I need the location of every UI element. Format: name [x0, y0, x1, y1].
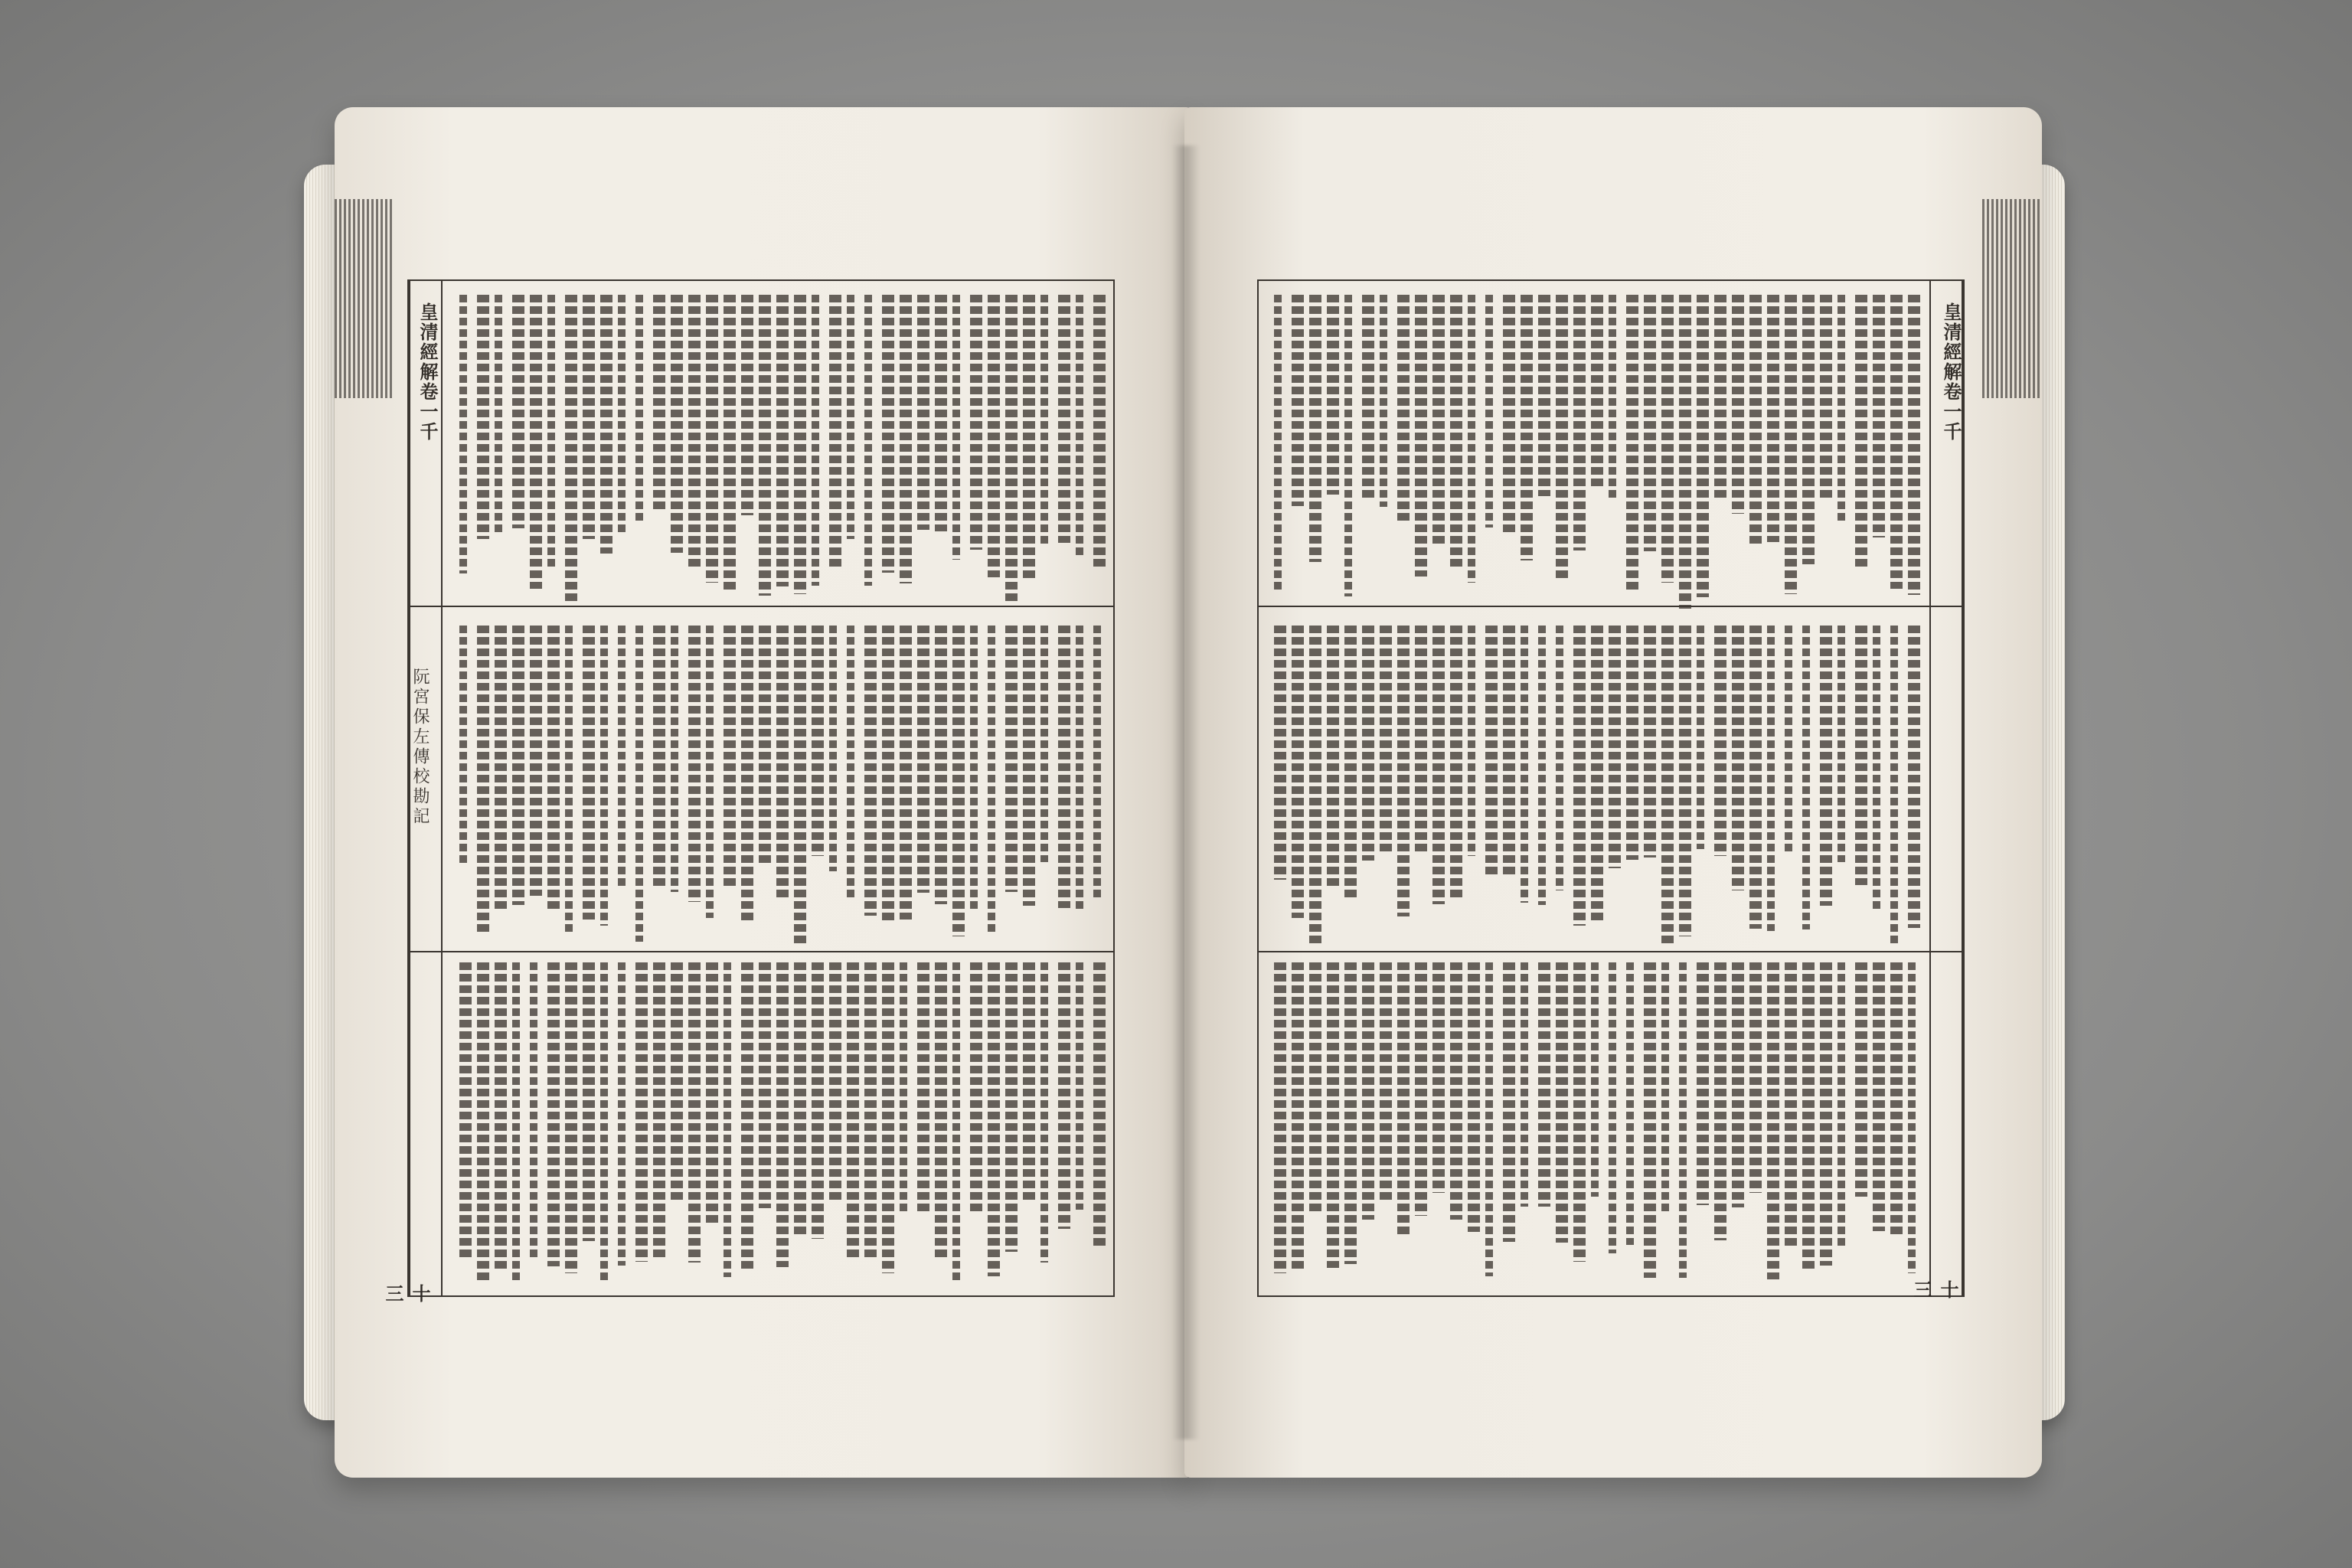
- text-column: [1873, 295, 1885, 537]
- text-column: [794, 962, 806, 1234]
- text-column: [1521, 962, 1528, 1207]
- text-column: [1749, 295, 1762, 547]
- text-column: [565, 626, 573, 933]
- open-book: [310, 92, 2056, 1516]
- text-column: [1432, 962, 1445, 1193]
- text-column: [935, 626, 947, 904]
- text-column: [1556, 295, 1568, 578]
- text-column: [1591, 962, 1599, 1197]
- text-column: [882, 626, 894, 924]
- text-column: [829, 295, 841, 569]
- text-column: [1503, 295, 1515, 534]
- text-column: [1820, 626, 1832, 906]
- text-column: [812, 295, 819, 586]
- text-column: [1749, 626, 1762, 929]
- text-column: [671, 626, 678, 892]
- text-column: [1573, 626, 1586, 926]
- text-column: [1626, 626, 1638, 860]
- text-column: [1380, 295, 1387, 507]
- text-column: [1767, 295, 1779, 542]
- text-column: [1362, 962, 1374, 1220]
- text-column: [1626, 295, 1638, 593]
- text-column: [988, 295, 1000, 577]
- text-column: [1908, 962, 1916, 1273]
- text-column: [759, 962, 771, 1208]
- right-text-block-top: [1268, 295, 1919, 616]
- text-column: [1714, 962, 1726, 1240]
- text-column: [1697, 295, 1709, 597]
- text-column: [900, 626, 912, 920]
- text-column: [1644, 962, 1656, 1278]
- left-folio: 十三: [382, 1284, 431, 1302]
- text-column: [1023, 626, 1035, 906]
- text-column: [1521, 295, 1533, 560]
- text-column: [1626, 962, 1634, 1245]
- text-column: [530, 626, 542, 896]
- text-column: [1093, 295, 1106, 567]
- text-column: [970, 962, 982, 1213]
- text-column: [459, 295, 467, 573]
- text-column: [1556, 962, 1568, 1243]
- text-column: [1855, 295, 1867, 567]
- text-column: [1890, 295, 1903, 589]
- right-lower-divider: [1259, 951, 1963, 952]
- text-column: [882, 295, 894, 573]
- text-column: [1820, 295, 1832, 500]
- text-column: [900, 295, 912, 583]
- text-column: [1432, 295, 1445, 545]
- left-text-block-middle: [453, 626, 1104, 947]
- text-column: [600, 962, 608, 1281]
- text-column: [1292, 626, 1304, 918]
- text-column: [706, 962, 718, 1224]
- text-column: [1040, 626, 1048, 862]
- left-text-block-bottom: [453, 962, 1104, 1284]
- text-column: [1820, 962, 1832, 1266]
- text-column: [1485, 626, 1498, 877]
- text-column: [688, 626, 701, 902]
- text-column: [1327, 295, 1339, 495]
- text-column: [970, 626, 978, 910]
- text-column: [864, 962, 877, 1259]
- text-column: [688, 295, 701, 568]
- text-column: [1362, 295, 1374, 501]
- text-column: [724, 962, 731, 1277]
- text-column: [1327, 626, 1339, 889]
- text-column: [1538, 626, 1546, 905]
- text-column: [1005, 626, 1018, 892]
- text-column: [1397, 626, 1410, 916]
- text-column: [530, 295, 542, 589]
- text-column: [477, 295, 489, 539]
- text-column: [988, 626, 995, 935]
- text-column: [1873, 626, 1880, 913]
- text-column: [1415, 962, 1427, 1216]
- text-column: [1785, 295, 1797, 594]
- text-column: [618, 295, 626, 534]
- text-column: [565, 295, 577, 604]
- text-column: [1908, 295, 1920, 595]
- text-column: [1679, 962, 1687, 1278]
- text-column: [1076, 295, 1083, 555]
- text-column: [1503, 626, 1515, 877]
- text-column: [1661, 626, 1674, 946]
- text-column: [724, 295, 736, 593]
- text-column: [1058, 295, 1070, 543]
- text-column: [1767, 962, 1779, 1279]
- text-column: [671, 962, 683, 1201]
- text-column: [1609, 626, 1621, 868]
- text-column: [1890, 626, 1898, 946]
- text-column: [1274, 295, 1282, 590]
- text-column: [1855, 626, 1867, 885]
- text-column: [688, 962, 701, 1263]
- text-column: [1450, 295, 1462, 569]
- text-column: [1274, 962, 1286, 1273]
- text-column: [653, 962, 665, 1258]
- text-column: [847, 962, 859, 1261]
- text-column: [812, 626, 824, 856]
- text-column: [1005, 295, 1018, 602]
- text-column: [1415, 626, 1427, 853]
- left-page: [335, 107, 1192, 1478]
- left-side-note: 阮宮保左傳校勘記: [410, 668, 430, 827]
- text-column: [1697, 962, 1709, 1205]
- text-column: [477, 626, 489, 933]
- text-column: [1697, 626, 1704, 849]
- text-column: [1292, 295, 1304, 506]
- text-column: [1838, 295, 1845, 524]
- text-column: [1005, 962, 1018, 1252]
- text-column: [1040, 962, 1048, 1263]
- text-column: [829, 962, 841, 1200]
- text-column: [1485, 962, 1493, 1276]
- text-column: [1344, 626, 1357, 901]
- text-column: [847, 626, 854, 901]
- text-column: [1573, 962, 1586, 1262]
- text-column: [1093, 626, 1101, 901]
- text-column: [1292, 962, 1304, 1270]
- text-column: [1802, 626, 1810, 929]
- text-column: [1450, 962, 1462, 1220]
- text-column: [565, 962, 577, 1273]
- text-column: [917, 962, 929, 1213]
- right-running-title: 皇清經解卷一千: [1940, 302, 1962, 442]
- left-edge-ink-bleed: [335, 199, 394, 398]
- text-column: [759, 626, 771, 867]
- text-column: [952, 962, 960, 1284]
- text-column: [653, 295, 665, 513]
- text-column: [1309, 962, 1321, 1212]
- text-column: [512, 626, 524, 905]
- text-column: [653, 626, 665, 887]
- text-column: [600, 626, 608, 926]
- text-column: [1661, 962, 1669, 1211]
- text-column: [1058, 626, 1070, 908]
- text-column: [1644, 295, 1656, 551]
- text-column: [1679, 626, 1691, 936]
- text-column: [1380, 626, 1392, 853]
- text-column: [776, 295, 789, 586]
- text-column: [1732, 295, 1744, 514]
- right-edge-ink-bleed: [1982, 199, 2042, 398]
- text-column: [1873, 962, 1885, 1231]
- right-page: [1184, 107, 2042, 1478]
- text-column: [1591, 295, 1603, 490]
- text-column: [547, 962, 560, 1266]
- text-column: [1556, 626, 1563, 890]
- text-column: [477, 962, 489, 1282]
- text-column: [1538, 295, 1550, 496]
- text-column: [724, 626, 736, 886]
- text-column: [776, 626, 789, 900]
- text-column: [952, 626, 965, 936]
- text-column: [512, 295, 524, 528]
- left-running-title: 皇清經解卷一千: [416, 302, 439, 442]
- text-column: [1023, 295, 1035, 580]
- text-column: [583, 626, 595, 920]
- text-column: [1023, 962, 1035, 1202]
- text-column: [1468, 295, 1475, 583]
- text-column: [917, 626, 929, 893]
- text-column: [794, 295, 806, 594]
- text-column: [1908, 626, 1920, 928]
- text-column: [1679, 295, 1691, 609]
- text-column: [1274, 626, 1286, 880]
- text-column: [1609, 962, 1616, 1253]
- text-column: [741, 295, 753, 515]
- text-column: [741, 626, 753, 923]
- text-column: [1093, 962, 1106, 1249]
- text-column: [635, 962, 648, 1262]
- text-column: [1309, 626, 1321, 944]
- text-column: [1802, 295, 1815, 564]
- text-column: [1714, 626, 1726, 856]
- text-column: [459, 962, 472, 1258]
- text-column: [1468, 962, 1480, 1232]
- text-column: [1076, 962, 1083, 1210]
- text-column: [583, 962, 595, 1241]
- text-column: [1521, 626, 1528, 903]
- text-column: [1415, 295, 1427, 577]
- text-column: [970, 295, 982, 550]
- text-column: [671, 295, 683, 553]
- text-column: [547, 626, 560, 913]
- text-column: [706, 626, 714, 918]
- text-column: [706, 295, 718, 583]
- text-column: [794, 626, 806, 943]
- text-column: [1732, 962, 1744, 1207]
- text-column: [618, 626, 626, 887]
- text-column: [1714, 295, 1726, 501]
- text-column: [1432, 626, 1445, 904]
- text-column: [1344, 295, 1352, 596]
- text-column: [759, 295, 771, 596]
- text-column: [495, 962, 507, 1269]
- text-column: [1855, 962, 1867, 1197]
- text-column: [1749, 962, 1762, 1193]
- text-column: [1644, 626, 1656, 858]
- text-column: [917, 295, 929, 530]
- text-column: [1450, 626, 1462, 897]
- right-text-frame: [1257, 279, 1965, 1297]
- left-text-frame: [382, 279, 1115, 1302]
- text-column: [935, 962, 947, 1261]
- text-column: [741, 962, 753, 1272]
- text-column: [1732, 626, 1744, 890]
- text-column: [1344, 962, 1357, 1264]
- text-column: [1890, 962, 1903, 1238]
- text-column: [776, 962, 789, 1267]
- text-column: [600, 295, 612, 554]
- text-column: [1609, 295, 1616, 499]
- text-column: [1802, 962, 1815, 1272]
- text-column: [864, 626, 877, 916]
- text-column: [988, 962, 1000, 1276]
- text-column: [1838, 962, 1845, 1250]
- text-column: [459, 626, 467, 867]
- text-column: [1040, 295, 1048, 544]
- right-folio: 十三: [1910, 1280, 1959, 1298]
- text-column: [882, 962, 894, 1273]
- text-column: [1661, 295, 1674, 583]
- text-column: [635, 295, 643, 521]
- text-column: [530, 962, 537, 1258]
- text-column: [1538, 962, 1550, 1207]
- text-column: [1785, 626, 1792, 854]
- text-column: [512, 962, 520, 1280]
- text-column: [1362, 626, 1374, 861]
- right-text-block-bottom: [1268, 962, 1919, 1284]
- text-column: [829, 626, 837, 871]
- text-column: [495, 626, 507, 909]
- left-text-block-top: [453, 295, 1104, 616]
- text-column: [618, 962, 626, 1266]
- text-column: [1058, 962, 1070, 1229]
- text-column: [864, 295, 872, 586]
- left-lower-divider: [409, 951, 1113, 952]
- text-column: [495, 295, 502, 532]
- text-column: [1503, 962, 1515, 1242]
- text-column: [1468, 626, 1475, 856]
- text-column: [1327, 962, 1339, 1268]
- text-column: [1591, 626, 1603, 920]
- text-column: [812, 962, 824, 1239]
- text-column: [1485, 295, 1493, 528]
- text-column: [1397, 295, 1410, 522]
- right-text-block-middle: [1268, 626, 1919, 947]
- text-column: [583, 295, 595, 539]
- text-column: [1838, 626, 1845, 862]
- text-column: [952, 295, 960, 560]
- text-column: [1785, 962, 1797, 1250]
- text-column: [935, 295, 947, 531]
- text-column: [1573, 295, 1586, 550]
- text-column: [1767, 626, 1775, 931]
- book-gutter-shadow: [1172, 145, 1200, 1439]
- text-column: [635, 626, 643, 942]
- text-column: [1309, 295, 1321, 562]
- text-column: [1380, 962, 1392, 1200]
- text-column: [1397, 962, 1410, 1237]
- text-column: [900, 962, 907, 1212]
- text-column: [547, 295, 555, 570]
- text-column: [1076, 626, 1083, 911]
- text-column: [847, 295, 854, 539]
